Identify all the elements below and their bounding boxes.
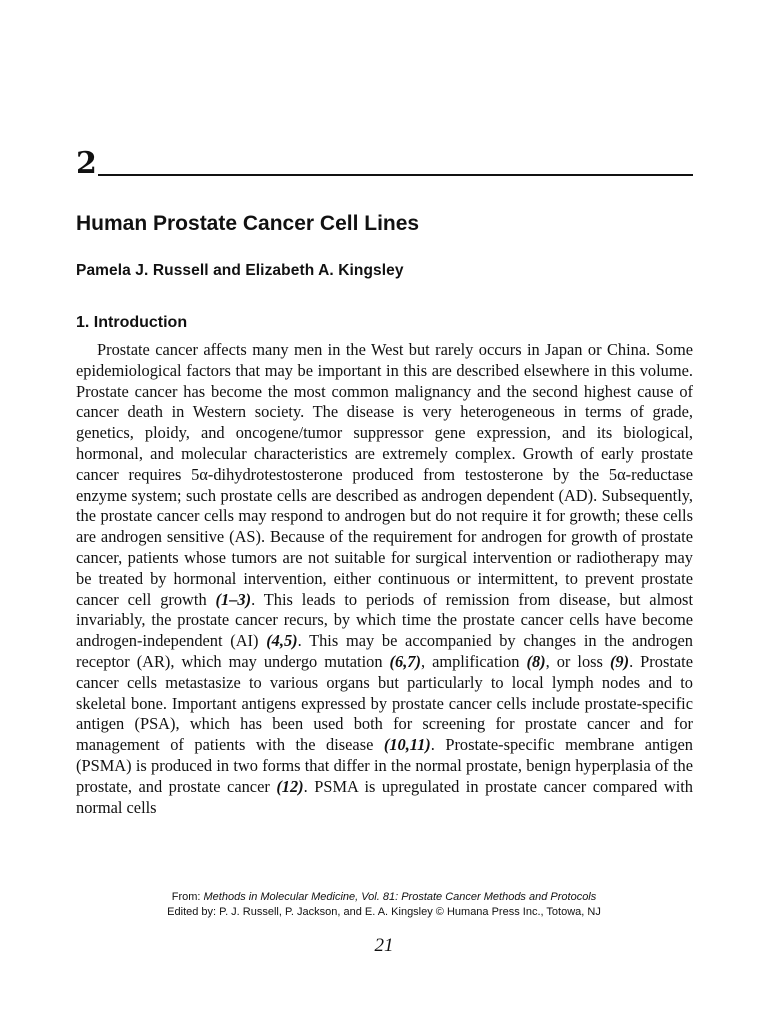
body-text-segment: . This may be accompanied by changes in the androgen receptor (AR), which may undergo mutation — [76, 631, 693, 671]
body-text-segment: . Prostate cancer cells metastasize to various organs but particularly to local lymph nodes and to skeletal bone. Important antigens expressed by prostate cancer cells include prostate-specific antigen (PSA), which has been used both for screening for prostate cancer and for management of patients with the disease — [76, 651, 693, 755]
chapter-authors: Pamela J. Russell and Elizabeth A. Kingsley — [76, 262, 404, 279]
body-text-segment: . Prostate-specific membrane antigen (PSMA) is produced in two forms that differ in the normal prostate, benign hyperplasia of the prostate, and prostate cancer — [76, 735, 693, 796]
citation: (8) — [526, 651, 546, 671]
chapter-number: 2 — [76, 146, 97, 181]
citation: (6,7) — [389, 651, 421, 671]
section-heading: 1. Introduction — [76, 314, 188, 331]
body-text-segment: , amplification — [420, 651, 527, 671]
footer-from-label: From: — [171, 891, 204, 903]
body-text-segment: . PSMA is upregulated in prostate cancer compared with normal cells — [76, 776, 693, 817]
citation: (1–3) — [215, 589, 252, 609]
source-footer — [0, 890, 768, 919]
chapter-header — [76, 148, 693, 180]
body-paragraph — [76, 340, 693, 818]
citation: (4,5) — [266, 631, 298, 651]
chapter-title: Human Prostate Cancer Cell Lines — [76, 212, 420, 235]
citation: (12) — [276, 776, 304, 796]
page-number: 21 — [374, 935, 394, 956]
body-text-segment: . This leads to periods of remission from disease, but almost invariably, the prostate cancer recurs, by which time the prostate cancer cells have become androgen-independent (AI) — [76, 589, 693, 651]
citation: (9) — [609, 651, 630, 671]
footer-source-title: Methods in Molecular Medicine, Vol. 81: Prostate Cancer Methods and Protocols — [203, 891, 597, 903]
body-text-segment: , or loss — [545, 651, 610, 671]
footer-edited-line: Edited by: P. J. Russell, P. Jackson, and E. A. Kingsley © Humana Press Inc., Totowa, NJ — [167, 905, 601, 918]
chapter-rule — [98, 174, 693, 176]
footer-source-line — [0, 890, 768, 905]
citation: (10,11) — [383, 735, 431, 755]
body-text-segment: Prostate cancer affects many men in the West but rarely occurs in Japan or China. Some epidemiological factors that may be important in this are described elsewhere in this volume. Prostate cancer has become the most common malignancy and the second highest cause of cancer death in Western society. The disease is very heterogeneous in terms of grade, genetics, ploidy, and oncogene/tumor suppressor gene expression, and its biological, hormonal, and molecular characteristics are extremely complex. Growth of early prostate cancer requires 5α-dihydrotestosterone produced from testosterone by the 5α-reductase enzyme system; such prostate cells are described as androgen dependent (AD). Subsequently, the prostate cancer cells may respond to androgen but do not require it for growth; these cells are androgen sensitive (AS). Because of the requirement for androgen for growth of prostate cancer, patients whose tumors are not suitable for surgical intervention or radiotherapy may be treated by hormonal intervention, either continuous or intermittent, to prevent prostate cancer cell growth — [76, 340, 693, 609]
